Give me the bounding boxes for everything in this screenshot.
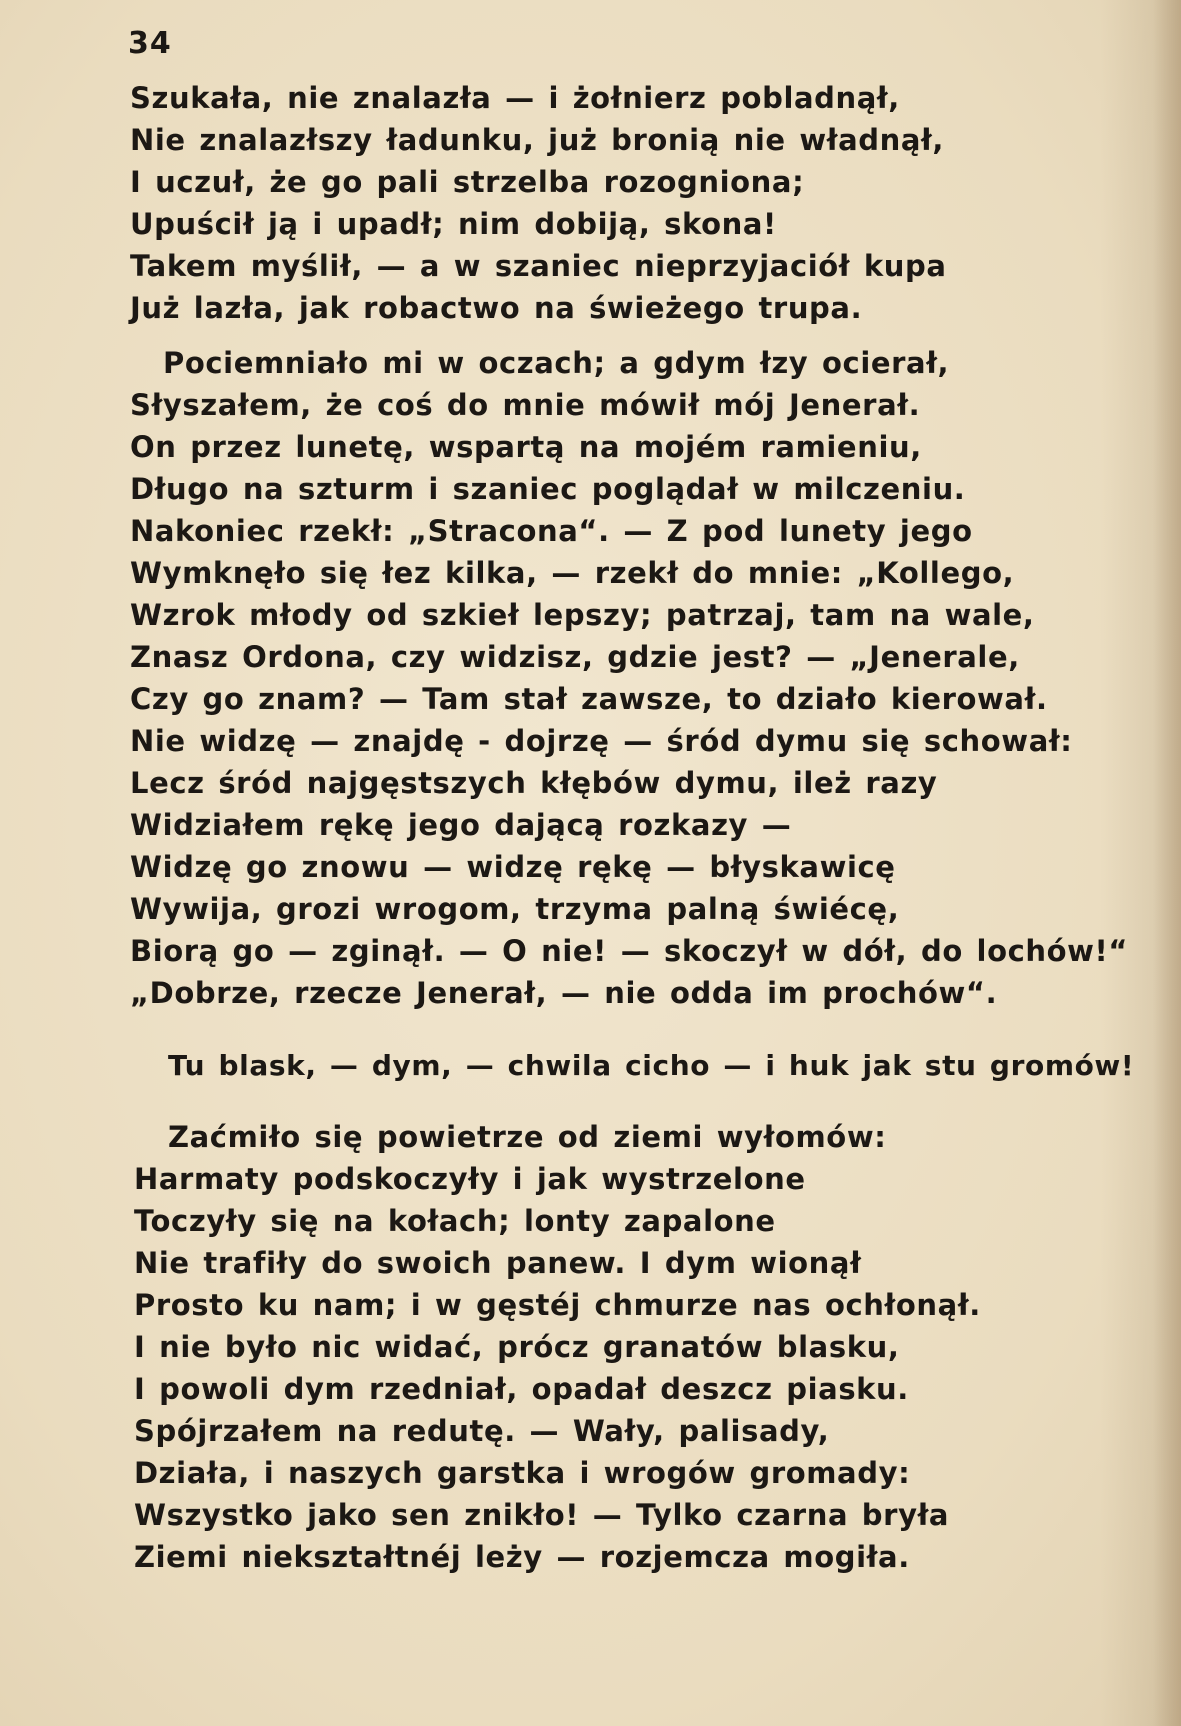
verse-line: On przez lunetę, wspartą na mojém ramieniu, [130, 430, 922, 464]
verse-line: Słyszałem, że coś do mnie mówił mój Jenerał. [130, 388, 921, 422]
verse-line: Już lazła, jak robactwo na świeżego trupa. [130, 291, 863, 325]
verse-line: Prosto ku nam; i w gęstéj chmurze nas ochłonął. [134, 1288, 981, 1322]
verse-line: Długo na szturm i szaniec poglądał w milczeniu. [130, 472, 966, 506]
verse-line: Takem myślił, — a w szaniec nieprzyjaciół kupa [130, 249, 947, 283]
verse-line: Tu blask, — dym, — chwila cicho — i huk jak stu gromów! [168, 1049, 1135, 1082]
page-number: 34 [128, 26, 172, 61]
verse-line: I uczuł, że go pali strzelba rozogniona; [130, 165, 805, 199]
verse-line: Nakoniec rzekł: „Stracona“. — Z pod lunety jego [130, 514, 973, 548]
verse-line: Widzę go znowu — widzę rękę — błyskawicę [130, 850, 896, 884]
verse-line: Harmaty podskoczyły i jak wystrzelone [134, 1162, 806, 1196]
verse-line: Wzrok młody od szkieł lepszy; patrzaj, tam na wale, [130, 598, 1035, 632]
verse-line: Nie znalazłszy ładunku, już bronią nie władnął, [130, 123, 945, 157]
page-edge-shadow [1153, 0, 1181, 1726]
verse-line: Lecz śród najgęstszych kłębów dymu, ileż razy [130, 766, 938, 800]
verse-line: Zaćmiło się powietrze od ziemi wyłomów: [168, 1120, 887, 1154]
verse-line: Nie widzę — znajdę - dojrzę — śród dymu się schował: [130, 724, 1073, 758]
verse-line: Ziemi niekształtnéj leży — rozjemcza mogiła. [134, 1540, 910, 1574]
verse-line: Nie trafiły do swoich panew. I dym wionął [134, 1246, 862, 1280]
verse-line: Widziałem rękę jego dającą rozkazy — [130, 808, 792, 842]
verse-line: I powoli dym rzedniał, opadał deszcz piasku. [134, 1372, 909, 1406]
verse-line: Działa, i naszych garstka i wrogów gromady: [134, 1456, 911, 1490]
verse-line: Biorą go — zginął. — O nie! — skoczył w dół, do lochów!“ [130, 934, 1129, 968]
verse-line: Szukała, nie znalazła — i żołnierz pobladnął, [130, 81, 900, 115]
verse-line: Wszystko jako sen znikło! — Tylko czarna bryła [134, 1498, 950, 1532]
verse-line: Spójrzałem na redutę. — Wały, palisady, [134, 1414, 830, 1448]
verse-line: I nie było nic widać, prócz granatów blasku, [134, 1330, 900, 1364]
verse-line: Znasz Ordona, czy widzisz, gdzie jest? — „Jenerale, [130, 640, 1020, 674]
verse-line: Pociemniało mi w oczach; a gdym łzy ocierał, [163, 346, 950, 380]
verse-line: Wymknęło się łez kilka, — rzekł do mnie: „Kollego, [130, 556, 1015, 590]
verse-line: „Dobrze, rzecze Jenerał, — nie odda im prochów“. [130, 976, 998, 1010]
verse-line: Wywija, grozi wrogom, trzyma palną świécę, [130, 892, 900, 926]
verse-line: Czy go znam? — Tam stał zawsze, to działo kierował. [130, 682, 1048, 716]
verse-line: Toczyły się na kołach; lonty zapalone [134, 1204, 776, 1238]
verse-line: Upuścił ją i upadł; nim dobiją, skona! [130, 207, 777, 241]
